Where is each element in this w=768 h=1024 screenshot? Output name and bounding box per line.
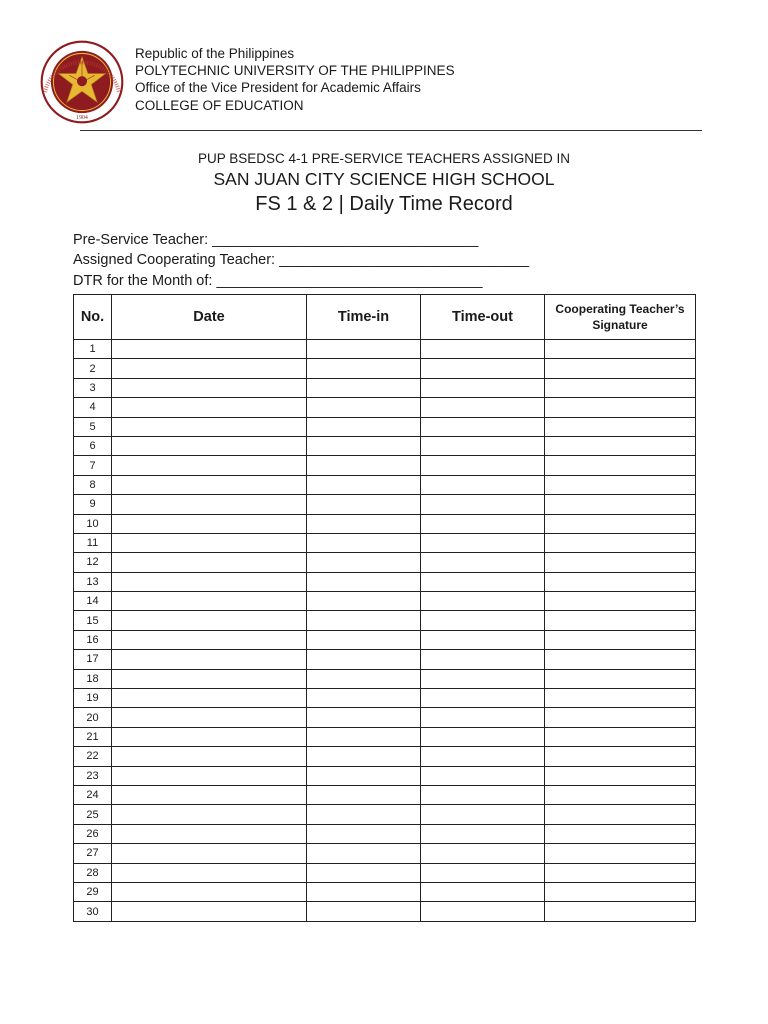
date-cell[interactable] <box>112 495 307 514</box>
university-seal-logo <box>40 40 124 124</box>
time-in-cell[interactable] <box>307 475 421 494</box>
date-cell[interactable] <box>112 398 307 417</box>
document-title: FS 1 & 2 | Daily Time Record <box>255 193 513 215</box>
date-cell[interactable] <box>112 669 307 688</box>
time-in-cell[interactable] <box>307 863 421 882</box>
time-in-cell[interactable] <box>307 417 421 436</box>
date-cell[interactable] <box>112 475 307 494</box>
date-cell[interactable] <box>112 805 307 824</box>
time-out-cell[interactable] <box>421 785 545 804</box>
time-out-cell[interactable] <box>421 727 545 746</box>
time-in-cell[interactable] <box>307 436 421 455</box>
pre-service-teacher-field[interactable]: Pre-Service Teacher: _________________________________ <box>73 232 479 248</box>
time-out-cell[interactable] <box>421 475 545 494</box>
date-cell[interactable] <box>112 650 307 669</box>
date-cell[interactable] <box>112 689 307 708</box>
time-in-cell[interactable] <box>307 514 421 533</box>
table-row <box>74 863 696 882</box>
signature-cell[interactable] <box>545 514 696 533</box>
time-out-cell[interactable] <box>421 359 545 378</box>
column-header-date: Date <box>112 295 307 340</box>
time-out-cell[interactable] <box>421 689 545 708</box>
table-row <box>74 844 696 863</box>
signature-cell[interactable] <box>545 650 696 669</box>
row-number-cell: 5 <box>74 417 112 436</box>
time-out-cell[interactable] <box>421 805 545 824</box>
signature-cell[interactable] <box>545 882 696 901</box>
time-out-cell[interactable] <box>421 592 545 611</box>
column-header-time-out: Time-out <box>421 295 545 340</box>
time-in-cell[interactable] <box>307 533 421 552</box>
header-line-college: COLLEGE OF EDUCATION <box>135 97 304 113</box>
table-header-row <box>74 295 696 340</box>
row-number-cell: 21 <box>74 727 112 746</box>
signature-cell[interactable] <box>545 844 696 863</box>
signature-cell[interactable] <box>545 359 696 378</box>
time-in-cell[interactable] <box>307 553 421 572</box>
row-number-cell: 18 <box>74 669 112 688</box>
date-cell[interactable] <box>112 359 307 378</box>
date-cell[interactable] <box>112 785 307 804</box>
header-line-republic: Republic of the Philippines <box>135 46 295 61</box>
row-number-cell: 12 <box>74 553 112 572</box>
time-in-cell[interactable] <box>307 708 421 727</box>
table-row <box>74 708 696 727</box>
time-in-cell[interactable] <box>307 630 421 649</box>
table-row <box>74 456 696 475</box>
date-cell[interactable] <box>112 747 307 766</box>
table-row <box>74 766 696 785</box>
table-row <box>74 436 696 455</box>
time-out-cell[interactable] <box>421 572 545 591</box>
signature-cell[interactable] <box>545 475 696 494</box>
table-row <box>74 727 696 746</box>
dtr-month-field[interactable]: DTR for the Month of: _________________________________ <box>73 272 483 289</box>
signature-cell[interactable] <box>545 398 696 417</box>
table-row <box>74 592 696 611</box>
time-out-cell[interactable] <box>421 708 545 727</box>
date-cell[interactable] <box>112 882 307 901</box>
signature-cell[interactable] <box>545 708 696 727</box>
time-in-cell[interactable] <box>307 669 421 688</box>
row-number-cell: 1 <box>74 340 112 359</box>
column-header-no: No. <box>74 295 112 340</box>
time-out-cell[interactable] <box>421 747 545 766</box>
table-row <box>74 553 696 572</box>
time-in-cell[interactable] <box>307 785 421 804</box>
time-out-cell[interactable] <box>421 378 545 397</box>
row-number-cell: 2 <box>74 359 112 378</box>
time-out-cell[interactable] <box>421 766 545 785</box>
table-row <box>74 669 696 688</box>
signature-cell[interactable] <box>545 727 696 746</box>
time-in-cell[interactable] <box>307 882 421 901</box>
signature-cell[interactable] <box>545 592 696 611</box>
table-row <box>74 495 696 514</box>
time-out-cell[interactable] <box>421 611 545 630</box>
row-number-cell: 20 <box>74 708 112 727</box>
time-out-cell[interactable] <box>421 514 545 533</box>
table-row <box>74 805 696 824</box>
table-row <box>74 824 696 843</box>
row-number-cell: 3 <box>74 378 112 397</box>
row-number-cell: 4 <box>74 398 112 417</box>
time-in-cell[interactable] <box>307 398 421 417</box>
column-header-time-in: Time-in <box>307 295 421 340</box>
row-number-cell: 9 <box>74 495 112 514</box>
time-in-cell[interactable] <box>307 456 421 475</box>
cooperating-teacher-field[interactable]: Assigned Cooperating Teacher: _______________________________ <box>73 252 530 269</box>
row-number-cell: 22 <box>74 747 112 766</box>
row-number-cell: 25 <box>74 805 112 824</box>
row-number-cell: 7 <box>74 456 112 475</box>
table-row <box>74 359 696 378</box>
table-row <box>74 902 696 921</box>
time-in-cell[interactable] <box>307 650 421 669</box>
date-cell[interactable] <box>112 863 307 882</box>
time-out-cell[interactable] <box>421 863 545 882</box>
time-out-cell[interactable] <box>421 533 545 552</box>
row-number-cell: 14 <box>74 592 112 611</box>
time-in-cell[interactable] <box>307 378 421 397</box>
time-in-cell[interactable] <box>307 766 421 785</box>
date-cell[interactable] <box>112 533 307 552</box>
signature-cell[interactable] <box>545 611 696 630</box>
date-cell[interactable] <box>112 902 307 921</box>
table-row <box>74 572 696 591</box>
row-number-cell: 30 <box>74 902 112 921</box>
row-number-cell: 10 <box>74 514 112 533</box>
signature-cell[interactable] <box>545 417 696 436</box>
signature-cell[interactable] <box>545 747 696 766</box>
time-out-cell[interactable] <box>421 824 545 843</box>
table-row <box>74 611 696 630</box>
table-row <box>74 630 696 649</box>
table-row <box>74 689 696 708</box>
date-cell[interactable] <box>112 844 307 863</box>
table-row <box>74 747 696 766</box>
time-in-cell[interactable] <box>307 689 421 708</box>
date-cell[interactable] <box>112 340 307 359</box>
header-line-university: POLYTECHNIC UNIVERSITY OF THE PHILIPPINES <box>135 63 455 79</box>
row-number-cell: 19 <box>74 689 112 708</box>
time-out-cell[interactable] <box>421 844 545 863</box>
signature-cell[interactable] <box>545 378 696 397</box>
time-in-cell[interactable] <box>307 824 421 843</box>
table-row <box>74 417 696 436</box>
date-cell[interactable] <box>112 514 307 533</box>
time-out-cell[interactable] <box>421 340 545 359</box>
row-number-cell: 27 <box>74 844 112 863</box>
date-cell[interactable] <box>112 630 307 649</box>
school-name: SAN JUAN CITY SCIENCE HIGH SCHOOL <box>213 169 555 189</box>
row-number-cell: 15 <box>74 611 112 630</box>
row-number-cell: 24 <box>74 785 112 804</box>
signature-cell[interactable] <box>545 902 696 921</box>
signature-cell[interactable] <box>545 495 696 514</box>
signature-cell[interactable] <box>545 824 696 843</box>
time-in-cell[interactable] <box>307 727 421 746</box>
header-line-office: Office of the Vice President for Academic Affairs <box>135 80 421 96</box>
time-out-cell[interactable] <box>421 669 545 688</box>
row-number-cell: 17 <box>74 650 112 669</box>
table-row <box>74 533 696 552</box>
signature-cell[interactable] <box>545 766 696 785</box>
signature-cell[interactable] <box>545 669 696 688</box>
date-cell[interactable] <box>112 572 307 591</box>
date-cell[interactable] <box>112 592 307 611</box>
table-row <box>74 882 696 901</box>
date-cell[interactable] <box>112 417 307 436</box>
time-out-cell[interactable] <box>421 495 545 514</box>
time-in-cell[interactable] <box>307 572 421 591</box>
time-out-cell[interactable] <box>421 882 545 901</box>
time-in-cell[interactable] <box>307 340 421 359</box>
date-cell[interactable] <box>112 436 307 455</box>
time-out-cell[interactable] <box>421 630 545 649</box>
date-cell[interactable] <box>112 378 307 397</box>
signature-cell[interactable] <box>545 436 696 455</box>
row-number-cell: 23 <box>74 766 112 785</box>
table-row <box>74 475 696 494</box>
time-out-cell[interactable] <box>421 650 545 669</box>
time-out-cell[interactable] <box>421 553 545 572</box>
institution-header <box>135 45 455 114</box>
time-in-cell[interactable] <box>307 805 421 824</box>
time-out-cell[interactable] <box>421 417 545 436</box>
seal-year: 1904 <box>76 114 88 121</box>
daily-time-record-table <box>73 294 696 922</box>
time-in-cell[interactable] <box>307 747 421 766</box>
row-number-cell: 8 <box>74 475 112 494</box>
table-row <box>74 650 696 669</box>
document-subtitle: PUP BSEDSC 4-1 PRE-SERVICE TEACHERS ASSIGNED IN <box>197 151 571 166</box>
date-cell[interactable] <box>112 824 307 843</box>
date-cell[interactable] <box>112 611 307 630</box>
signature-cell[interactable] <box>545 553 696 572</box>
time-in-cell[interactable] <box>307 359 421 378</box>
time-in-cell[interactable] <box>307 844 421 863</box>
signature-cell[interactable] <box>545 630 696 649</box>
table-row <box>74 378 696 397</box>
row-number-cell: 28 <box>74 863 112 882</box>
table-row <box>74 340 696 359</box>
time-in-cell[interactable] <box>307 611 421 630</box>
form-fields <box>73 230 529 291</box>
header-divider <box>80 130 702 131</box>
signature-cell[interactable] <box>545 456 696 475</box>
signature-cell[interactable] <box>545 689 696 708</box>
time-out-cell[interactable] <box>421 436 545 455</box>
row-number-cell: 11 <box>74 533 112 552</box>
signature-cell[interactable] <box>545 533 696 552</box>
time-in-cell[interactable] <box>307 592 421 611</box>
time-in-cell[interactable] <box>307 495 421 514</box>
signature-cell[interactable] <box>545 785 696 804</box>
date-cell[interactable] <box>112 456 307 475</box>
row-number-cell: 16 <box>74 630 112 649</box>
signature-cell[interactable] <box>545 863 696 882</box>
row-number-cell: 13 <box>74 572 112 591</box>
time-out-cell[interactable] <box>421 902 545 921</box>
row-number-cell: 29 <box>74 882 112 901</box>
time-out-cell[interactable] <box>421 456 545 475</box>
date-cell[interactable] <box>112 766 307 785</box>
table-row <box>74 398 696 417</box>
date-cell[interactable] <box>112 553 307 572</box>
row-number-cell: 26 <box>74 824 112 843</box>
column-header-signature: Cooperating Teacher’s Signature <box>545 295 696 340</box>
date-cell[interactable] <box>112 708 307 727</box>
signature-cell[interactable] <box>545 340 696 359</box>
table-body <box>74 340 696 922</box>
table-row <box>74 514 696 533</box>
time-in-cell[interactable] <box>307 902 421 921</box>
time-out-cell[interactable] <box>421 398 545 417</box>
date-cell[interactable] <box>112 727 307 746</box>
signature-cell[interactable] <box>545 805 696 824</box>
table-row <box>74 785 696 804</box>
signature-cell[interactable] <box>545 572 696 591</box>
row-number-cell: 6 <box>74 436 112 455</box>
